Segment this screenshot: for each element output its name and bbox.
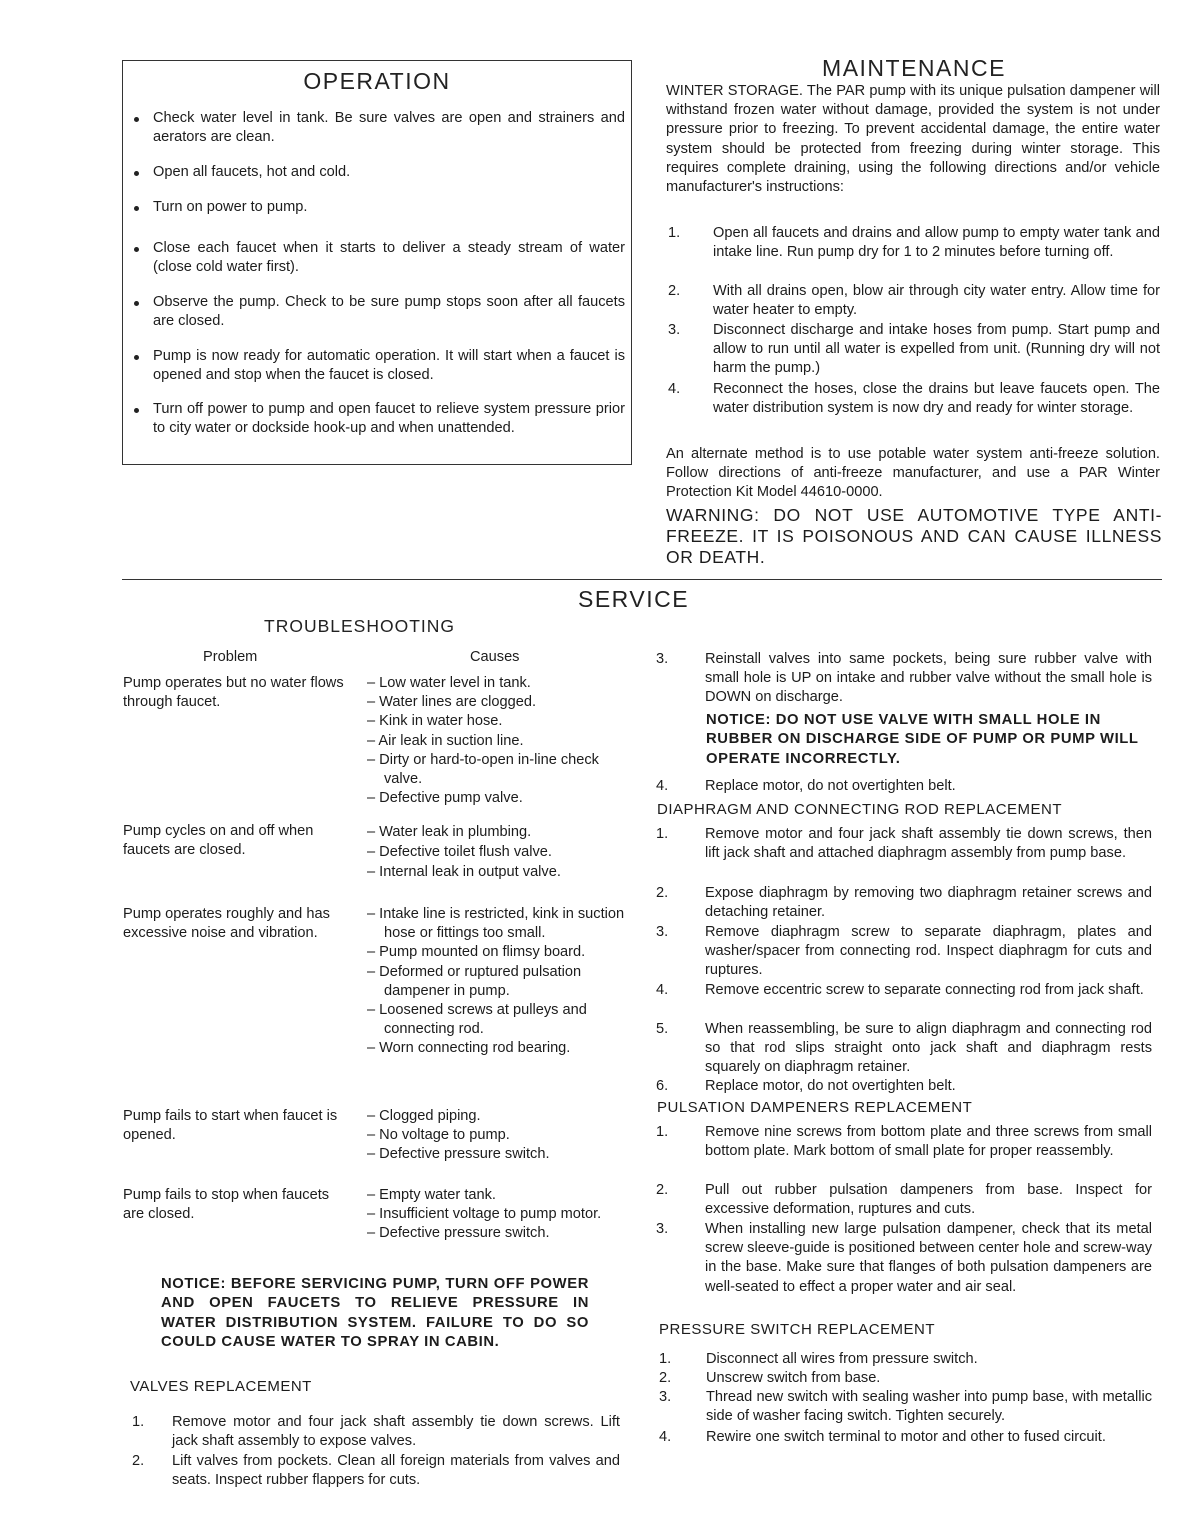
cause-item: – Internal leak in output valve. bbox=[367, 864, 561, 880]
maintenance-title: MAINTENANCE bbox=[822, 55, 1006, 81]
operation-item: Open all faucets, hot and cold. bbox=[153, 163, 625, 182]
pressure-switch-heading: PRESSURE SWITCH REPLACEMENT bbox=[659, 1321, 936, 1338]
cause-item: – Water lines are clogged. bbox=[367, 694, 536, 711]
cause-item: – Pump mounted on flimsy board. bbox=[367, 944, 586, 961]
cause-item: – Defective pressure switch. bbox=[367, 1146, 550, 1163]
winter-storage-text: The PAR pump with its unique pulsation dampener will withstand frozen water without damage, provided the system is not under pressure prior to freezing. To prevent accidental damage, the entire water system should be protected from freezing during winter storage. This requires complete draining, using the following directions and/or vehicle manufacturer's instructions: bbox=[666, 83, 1161, 196]
cause-item: – Water leak in plumbing. bbox=[367, 824, 532, 840]
bullet-icon bbox=[134, 171, 139, 176]
maintenance-warning: WARNING: DO NOT USE AUTOMOTIVE TYPE ANTI-FREEZE. IT IS POISONOUS AND CAN CAUSE ILLNESS OR DEATH. bbox=[666, 505, 1162, 567]
causes-list bbox=[367, 822, 625, 882]
operation-item: Check water level in tank. Be sure valves are open and strainers and aerators are clean. bbox=[153, 109, 625, 147]
bullet-icon bbox=[134, 247, 139, 252]
service-title: SERVICE bbox=[578, 586, 690, 612]
operation-item: Turn on power to pump. bbox=[153, 198, 625, 217]
cause-item: – Kink in water hose. bbox=[367, 713, 503, 730]
causes-list bbox=[367, 674, 625, 808]
cause-item: – Clogged piping. bbox=[367, 1108, 481, 1124]
bullet-icon bbox=[134, 355, 139, 360]
winter-storage-lead: WINTER STORAGE. bbox=[666, 83, 803, 99]
causes-column-header: Causes bbox=[470, 649, 520, 665]
cause-item: – Defective pressure switch. bbox=[367, 1225, 550, 1242]
cause-item: – Insufficient voltage to pump motor. bbox=[367, 1206, 602, 1223]
cause-item: – Worn connecting rod bearing. bbox=[367, 1040, 571, 1057]
problem-cell: Pump fails to start when faucet is opened. bbox=[123, 1108, 338, 1144]
problem-cell: Pump fails to stop when faucets are closed. bbox=[123, 1187, 330, 1223]
maintenance-intro bbox=[666, 82, 1160, 197]
cause-item: – Intake line is restricted, kink in suction hose or fittings too small. bbox=[367, 906, 625, 942]
cause-item: – Empty water tank. bbox=[367, 1187, 496, 1203]
cause-item: – Defective toilet flush valve. bbox=[367, 844, 552, 860]
bullet-icon bbox=[134, 301, 139, 306]
diaphragm-heading: DIAPHRAGM AND CONNECTING ROD REPLACEMENT bbox=[657, 801, 1063, 818]
cause-item: – No voltage to pump. bbox=[367, 1127, 510, 1144]
problem-cell: Pump operates roughly and has excessive noise and vibration. bbox=[123, 906, 330, 942]
bullet-icon bbox=[134, 117, 139, 122]
notice-power-off: NOTICE: BEFORE SERVICING PUMP, TURN OFF POWER AND OPEN FAUCETS TO RELIEVE PRESSURE IN WATER DISTRIBUTION SYSTEM. FAILURE TO DO SO COULD CAUSE WATER TO SPRAY IN CABIN. bbox=[161, 1276, 589, 1351]
operation-title: OPERATION bbox=[303, 68, 451, 94]
operation-item: Turn off power to pump and open faucet to relieve system pressure prior to city water or dockside hook-up and when unattended. bbox=[153, 400, 625, 438]
causes-list bbox=[367, 1107, 625, 1165]
bullet-icon bbox=[134, 206, 139, 211]
maintenance-alternate: An alternate method is to use potable water system anti-freeze solution. Follow directions of anti-freeze manufacturer, and use a PAR Winter Protection Kit Model 44610-0000. bbox=[666, 446, 1160, 501]
operation-item: Pump is now ready for automatic operation. It will start when a faucet is opened and stop when the faucet is closed. bbox=[153, 347, 625, 385]
cause-item: – Dirty or hard-to-open in-line check valve. bbox=[367, 751, 599, 788]
troubleshooting-title: TROUBLESHOOTING bbox=[264, 616, 455, 636]
cause-item: – Deformed or ruptured pulsation dampener in pump. bbox=[367, 963, 582, 999]
notice-valve: NOTICE: DO NOT USE VALVE WITH SMALL HOLE IN RUBBER ON DISCHARGE SIDE OF PUMP OR PUMP WILL OPERATE INCORRECTLY. bbox=[706, 712, 1139, 767]
operation-box bbox=[122, 60, 632, 465]
problem-column-header: Problem bbox=[203, 649, 258, 665]
pulsation-heading: PULSATION DAMPENERS REPLACEMENT bbox=[657, 1099, 973, 1116]
operation-item: Close each faucet when it starts to deliver a steady stream of water (close cold water first). bbox=[153, 239, 625, 277]
problem-cell: Pump operates but no water flows through faucet. bbox=[123, 675, 344, 711]
bullet-icon bbox=[134, 408, 139, 413]
cause-item: – Defective pump valve. bbox=[367, 790, 523, 807]
cause-item: – Low water level in tank. bbox=[367, 675, 531, 691]
causes-list bbox=[367, 905, 625, 1059]
section-divider bbox=[122, 579, 1162, 580]
causes-list bbox=[367, 1186, 625, 1244]
cause-item: – Air leak in suction line. bbox=[367, 732, 524, 749]
problem-cell: Pump cycles on and off when faucets are closed. bbox=[123, 823, 314, 859]
cause-item: – Loosened screws at pulleys and connecting rod. bbox=[367, 1002, 587, 1038]
valves-replacement-heading: VALVES REPLACEMENT bbox=[130, 1378, 312, 1395]
operation-item: Observe the pump. Check to be sure pump stops soon after all faucets are closed. bbox=[153, 293, 625, 331]
